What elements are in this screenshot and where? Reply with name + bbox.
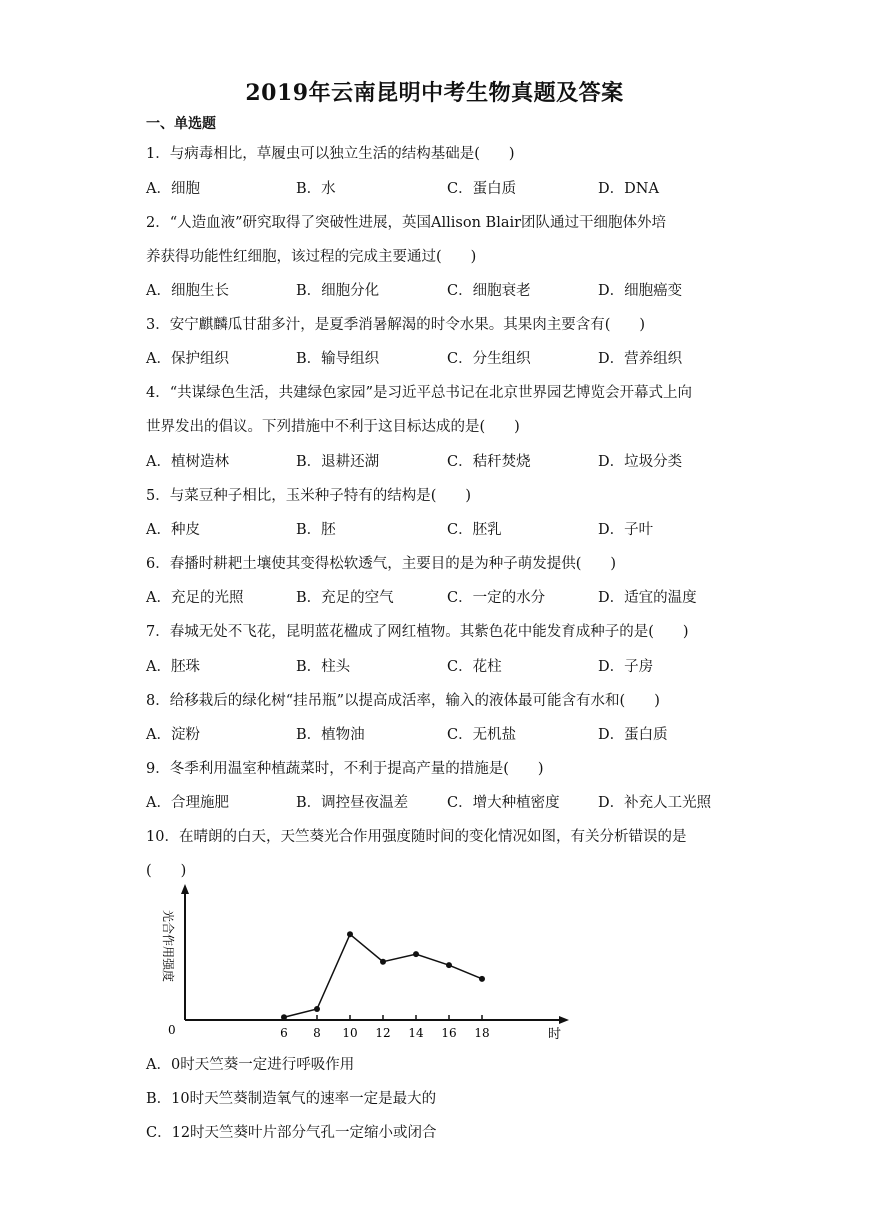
question-4-option-d: D．垃圾分类 — [598, 454, 683, 470]
question-9-option-b: B．调控昼夜温差 — [296, 795, 409, 811]
question-8-option-b: B．植物油 — [296, 727, 365, 743]
question-6-line-1: 6．春播时耕耙土壤使其变得松软透气，主要目的是为种子萌发提供( ) — [146, 556, 617, 572]
question-7-option-c: C．花柱 — [447, 659, 502, 675]
question-4-option-a: A．植树造林 — [146, 454, 229, 470]
question-10-line-1: 10．在晴朗的白天，天竺葵光合作用强度随时间的变化情况如图，有关分析错误的是 — [146, 829, 687, 845]
question-1-option-a: A．细胞 — [146, 181, 200, 197]
data-point-16 — [446, 962, 452, 968]
question-6-option-b: B．充足的空气 — [296, 590, 394, 606]
section-heading: 一、单选题 — [146, 116, 216, 132]
data-point-10 — [347, 931, 353, 937]
question-7-option-a: A．胚珠 — [146, 659, 200, 675]
question-1-option-c: C．蛋白质 — [447, 181, 517, 197]
question-2-line-1: 2．“人造血液”研究取得了突破性进展，英国Allison Blair团队通过干细胞体外培 — [146, 215, 667, 231]
question-7-option-b: B．柱头 — [296, 659, 351, 675]
question-5-option-b: B．胚 — [296, 522, 336, 538]
page-title: 2019年云南昆明中考生物真题及答案 — [245, 80, 624, 106]
question-3-option-b: B．输导组织 — [296, 351, 380, 367]
question-8-option-c: C．无机盐 — [447, 727, 517, 743]
question-5-option-d: D．子叶 — [598, 522, 654, 538]
x-tick-label-12: 12 — [375, 1026, 391, 1040]
question-8-option-d: D．蛋白质 — [598, 727, 668, 743]
question-9-option-a: A．合理施肥 — [146, 795, 229, 811]
question-1-option-d: D．DNA — [598, 181, 659, 197]
question-4-option-c: C．秸秆焚烧 — [447, 454, 531, 470]
question-3-option-d: D．营养组织 — [598, 351, 683, 367]
x-axis-label: 时 — [548, 1027, 562, 1042]
question-10-option-a: A．0时天竺葵一定进行呼吸作用 — [146, 1057, 355, 1073]
x-tick-label-14: 14 — [408, 1026, 424, 1040]
series-line — [284, 934, 482, 1017]
question-9-option-d: D．补充人工光照 — [598, 795, 712, 811]
question-7-option-d: D．子房 — [598, 659, 654, 675]
x-tick-label-10: 10 — [342, 1026, 358, 1040]
question-6-option-d: D．适宜的温度 — [598, 590, 697, 606]
question-10-line-2: ( ) — [146, 863, 187, 879]
question-10-option-b: B．10时天竺葵制造氧气的速率一定是最大的 — [146, 1091, 437, 1107]
question-3-line-1: 3．安宁麒麟瓜甘甜多汁，是夏季消暑解渴的时令水果。其果肉主要含有( ) — [146, 317, 646, 333]
photosynthesis-line-chart — [150, 862, 580, 1042]
data-point-12 — [380, 959, 386, 965]
question-6-option-c: C．一定的水分 — [447, 590, 546, 606]
question-2-option-b: B．细胞分化 — [296, 283, 380, 299]
question-5-line-1: 5．与菜豆种子相比，玉米种子特有的结构是( ) — [146, 488, 472, 504]
question-10-option-c: C．12时天竺葵叶片部分气孔一定缩小或闭合 — [146, 1125, 437, 1141]
question-9-option-c: C．增大种植密度 — [447, 795, 560, 811]
x-tick-label-16: 16 — [441, 1026, 457, 1040]
question-1-option-b: B．水 — [296, 181, 336, 197]
data-point-8 — [314, 1006, 320, 1012]
question-4-line-1: 4．“共谋绿色生活，共建绿色家园”是习近平总书记在北京世界园艺博览会开幕式上向 — [146, 385, 693, 401]
question-5-option-a: A．种皮 — [146, 522, 200, 538]
data-point-6 — [281, 1014, 287, 1020]
question-7-line-1: 7．春城无处不飞花，昆明蓝花楹成了网红植物。其紫色花中能发育成种子的是( ) — [146, 624, 689, 640]
question-2-line-2: 养获得功能性红细胞，该过程的完成主要通过( ) — [146, 249, 477, 265]
y-axis-label: 光合作用强度 — [161, 910, 175, 983]
question-3-option-a: A．保护组织 — [146, 351, 229, 367]
x-tick-label-8: 8 — [313, 1026, 321, 1040]
question-2-option-a: A．细胞生长 — [146, 283, 229, 299]
x-tick-label-6: 6 — [280, 1026, 288, 1040]
y-axis-arrow-icon — [181, 884, 189, 894]
origin-label: 0 — [168, 1023, 176, 1037]
question-4-line-2: 世界发出的倡议。下列措施中不利于这目标达成的是( ) — [146, 419, 520, 435]
data-point-18 — [479, 976, 485, 982]
question-2-option-c: C．细胞衰老 — [447, 283, 531, 299]
x-tick-label-18: 18 — [474, 1026, 490, 1040]
question-8-line-1: 8．给移栽后的绿化树“挂吊瓶”以提高成活率，输入的液体最可能含有水和( ) — [146, 693, 660, 709]
question-8-option-a: A．淀粉 — [146, 727, 200, 743]
question-2-option-d: D．细胞癌变 — [598, 283, 683, 299]
data-point-14 — [413, 951, 419, 957]
question-1-line-1: 1．与病毒相比，草履虫可以独立生活的结构基础是( ) — [146, 146, 515, 162]
question-4-option-b: B．退耕还湖 — [296, 454, 380, 470]
question-5-option-c: C．胚乳 — [447, 522, 502, 538]
x-axis-arrow-icon — [559, 1016, 569, 1024]
question-3-option-c: C．分生组织 — [447, 351, 531, 367]
question-6-option-a: A．充足的光照 — [146, 590, 244, 606]
question-9-line-1: 9．冬季利用温室种植蔬菜时，不利于提高产量的措施是( ) — [146, 761, 544, 777]
